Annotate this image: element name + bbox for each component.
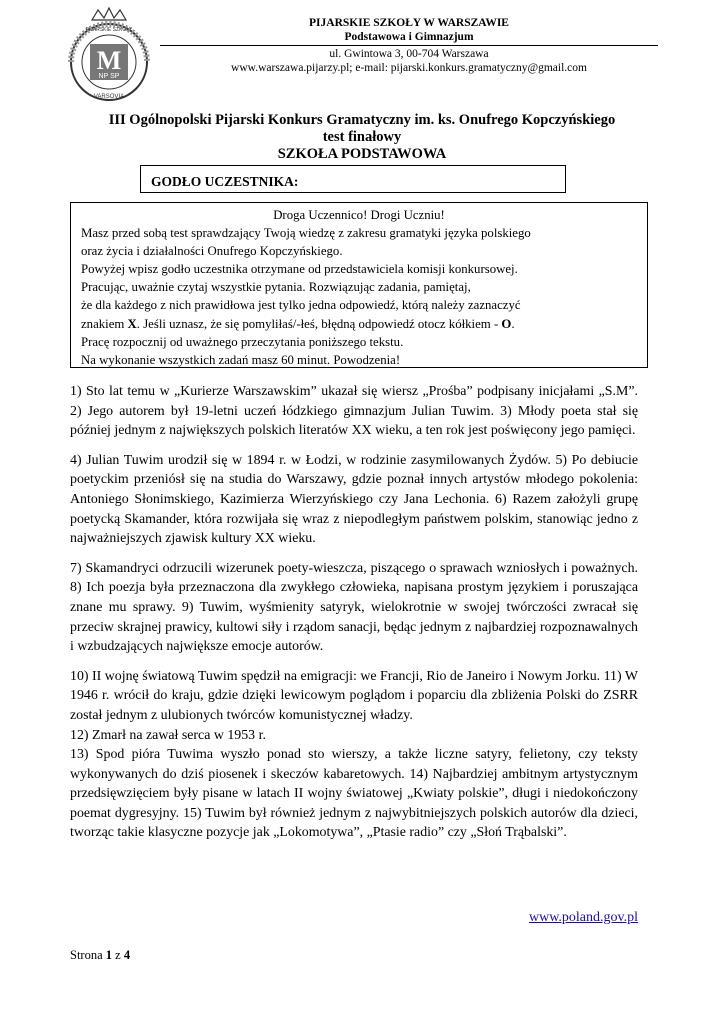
instructions-line: oraz życia i działalności Onufrego Kopczyńskiego.	[81, 244, 343, 259]
logo-monogram: M	[96, 46, 122, 75]
test-title	[60, 112, 664, 163]
paragraph: 10) II wojnę światową Tuwim spędził na emigracji: we Francji, Rio de Janeiro i Nowym Jorku. 11) W 1946 r. wrócił do kraju, gdzie dzięki lewicowym poglądom i poparciu dla zbliżenia Polski do ZSRR został jednym z ulubionych twórców komunistycznej władzy.	[70, 668, 638, 723]
reading-text	[70, 382, 638, 843]
title-line-3: SZKOŁA PODSTAWOWA	[277, 146, 447, 162]
title-line-2: test finałowy	[322, 129, 402, 145]
mark-x: X	[127, 316, 137, 331]
page-number: 1	[105, 948, 113, 962]
instructions-line: że dla każdego z nich prawidłowa jest tylko jedna odpowiedź, którą należy zaznaczyć	[81, 298, 521, 313]
paragraph: 13) Spod pióra Tuwima wyszło ponad sto wierszy, a także liczne satyry, felietony, czy teksty wykonywanych do dziś piosenek i skeczów kabaretowych. 14) Najbardziej ambitnym artystycznym przedsięwzięciem były pisane w latach II wojny światowej „Kwiaty polskie”, długi i niedokończony poemat dygresyjny. 15) Tuwim był również jednym z najwybitniejszych polskich autorów dla dzieci, tworząc takie klasyczne pozycje jak „Lokomotywa”, „Ptasie radio” czy „Słoń Trąbalski”.	[70, 747, 638, 841]
source-link[interactable]: www.poland.gov.pl	[528, 910, 638, 925]
page-footer	[70, 948, 130, 963]
mark-o: O	[501, 316, 512, 331]
school-type: Podstawowa i Gimnazjum	[344, 31, 474, 43]
school-crest-icon	[62, 6, 156, 106]
page-total: 4	[123, 948, 131, 962]
page-prefix: Strona	[70, 948, 106, 962]
instructions-text: znakiem	[81, 316, 128, 331]
page-mid: z	[112, 948, 124, 962]
instructions-box	[70, 202, 648, 368]
school-contact: www.warszawa.pijarzy.pl; e-mail: pijarski.konkurs.gramatyczny@gmail.com	[231, 62, 587, 74]
paragraph: 1) Sto lat temu w „Kurierze Warszawskim” ukazał się wiersz „Prośba” podpisany inicjałami „S.M”. 2) Jego autorem był 19-letni uczeń łódzkiego gimnazjum Julian Tuwim. 3) Młody poeta stał się później jednym z największych polskich literatów XX wieku, a ten rok jest poświęcony jego pamięci.	[70, 384, 638, 439]
school-logo	[62, 6, 156, 106]
paragraph: 7) Skamandryci odrzucili wizerunek poety-wieszcza, piszącego o sprawach wzniosłych i poważnych. 8) Ich poezja była przeznaczona dla zwykłego człowieka, napisana prostym językiem i poruszająca znane mu sprawy. 9) Tuwim, wyśmienity satyryk, wielokrotnie w swojej twórczości zwracał się przeciw skrajnej prawicy, kultowi siły i rządom sanacji, będąc jednym z najbardziej rozpoznawalnych i wzbudzających największe emocje autorów.	[70, 560, 638, 655]
instructions-line: Na wykonanie wszystkich zadań masz 60 minut. Powodzenia!	[81, 352, 401, 367]
instructions-heading: Droga Uczennico! Drogi Uczniu!	[273, 208, 445, 222]
school-name: PIJARSKIE SZKOŁY W WARSZAWIE	[309, 17, 509, 29]
instructions-text: . Jeśli uznasz, że się pomyliłaś/-łeś, błędną odpowiedź otocz kółkiem -	[136, 316, 502, 331]
letterhead	[160, 16, 658, 75]
logo-bottom-text: VARSOVIA	[93, 94, 125, 100]
paragraph: 12) Zmarł na zawał serca w 1953 r.	[70, 727, 266, 743]
title-line-1: III Ogólnopolski Pijarski Konkurs Gramatyczny im. ks. Onufrego Kopczyńskiego	[108, 112, 616, 128]
instructions-line: Pracę rozpocznij od uważnego przeczytania poniższego tekstu.	[81, 334, 404, 349]
school-address: ul. Gwintowa 3, 00-704 Warszawa	[160, 45, 658, 61]
participant-code-field[interactable]	[140, 165, 566, 193]
logo-letters: NP SP	[98, 73, 120, 80]
instructions-text: .	[511, 316, 515, 331]
instructions-line: Masz przed sobą test sprawdzający Twoją wiedzę z zakresu gramatyki języka polskiego	[81, 226, 531, 241]
instructions-line: Powyżej wpisz godło uczestnika otrzymane od przedstawiciela komisji konkursowej.	[81, 262, 518, 277]
paragraph: 4) Julian Tuwim urodził się w 1894 r. w Łodzi, w rodzinie zasymilowanych Żydów. 5) Po debiucie poetyckim przeniósł się na studia do Warszawy, gdzie poznał innych artystów młodego pokolenia: Antoniego Słonimskiego, Kazimierza Wierzyńskiego czy Jana Lechonia. 6) Razem założyli grupę poetycką Skamander, która rozwijała się wraz z niepodległym państwem polskim, stanowiąc jedno z najważniejszych zjawisk kultury XX wieku.	[70, 452, 638, 547]
instructions-line	[81, 315, 637, 333]
logo-top-text: PIJARSKIE SZKOŁY	[85, 27, 133, 33]
instructions-line: Pracując, uważnie czytaj wszystkie pytania. Rozwiązując zadania, pamiętaj,	[81, 280, 471, 295]
participant-code-label: GODŁO UCZESTNIKA:	[151, 174, 299, 189]
